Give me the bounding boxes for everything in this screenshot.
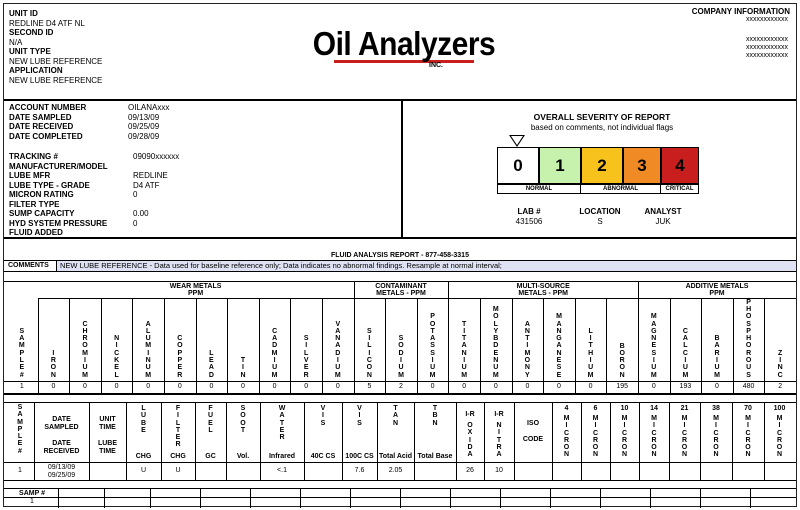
physical-value-9: 7.6: [354, 467, 365, 474]
severity-level-3: 3: [623, 147, 661, 184]
physical-column-header-14: ISO CODE: [522, 420, 544, 443]
metal-value-magnesium: 0: [651, 383, 656, 390]
physical-column-header-18-vert: M I C R O N: [651, 415, 657, 459]
company-line: xxxxxxxxxxxx: [746, 16, 788, 23]
divider: [4, 393, 796, 395]
account-number-label: ACCOUNT NUMBER: [9, 103, 87, 112]
divider: [638, 281, 639, 298]
physical-column-header-6-sub: Vol.: [236, 453, 250, 460]
divider: [500, 488, 501, 508]
metal-column-header-lithium: L I T H I U M: [587, 327, 594, 379]
metal-column-header-chromium: C H R O M I U M: [82, 320, 88, 379]
divider: [638, 298, 796, 299]
company-line: xxxxxxxxxxxx: [746, 52, 788, 59]
lube-mfr-value: REDLINE: [133, 171, 168, 180]
metal-column-header-magnesium: M A G N E S I U M: [650, 313, 657, 379]
metal-column-header-copper: C O P P E R: [177, 335, 183, 379]
fluid-added-label: FLUID ADDED: [9, 228, 63, 237]
metal-column-header-silver: S I L V E R: [303, 335, 309, 379]
manufacturer-label: MANUFACTURER/MODEL: [9, 161, 108, 171]
metal-value-tin: 0: [241, 383, 245, 390]
micron-rating-label: MICRON RATING: [9, 190, 74, 199]
divider: [4, 462, 796, 463]
severity-level-1: 1: [539, 147, 581, 184]
metal-value-vanadium: 0: [335, 383, 340, 390]
divider: [200, 488, 201, 508]
metal-value-manganese: 0: [557, 383, 561, 390]
metal-column-header-phosphorous: P H O S P H O R O U S: [745, 298, 752, 379]
second-id-value: N/A: [9, 37, 23, 47]
application-label: APPLICATION: [9, 66, 63, 75]
physical-column-header-10: T A N: [392, 405, 399, 427]
metal-group-unit: PPM: [709, 290, 725, 297]
physical-column-header-5-sub: GC: [205, 453, 216, 460]
analyst-label: ANALYST: [644, 207, 682, 216]
severity-pointer-fill: [511, 136, 523, 145]
physical-column-header-12: I-R: [465, 411, 475, 418]
footer-sample-value: 1: [30, 498, 34, 505]
physical-column-header-7-sub: Infrared: [268, 453, 296, 460]
metal-value-aluminum: 0: [146, 383, 151, 390]
metal-value-boron: 195: [616, 383, 629, 390]
unit-id-label: UNIT ID: [9, 9, 38, 18]
metal-value-silicon: 5: [367, 383, 372, 390]
metal-value-chromium: 0: [83, 383, 87, 390]
physical-column-header-9-sub: 100C CS: [345, 453, 374, 460]
second-id-label: SECOND ID: [9, 28, 54, 37]
account-number-value: OILANAxxx: [128, 103, 170, 112]
physical-column-header-15-vert: M I C R O N: [563, 415, 570, 459]
date-completed-label: DATE COMPLETED: [9, 131, 83, 141]
physical-column-header-16-vert: M I C R O N: [592, 415, 599, 459]
report-title: FLUID ANALYSIS REPORT - 877-458-3315: [331, 252, 469, 259]
metal-group-unit: METALS - PPM: [518, 290, 569, 297]
divider: [354, 281, 355, 298]
physical-column-header-20: 38: [712, 405, 720, 412]
physical-column-header-19: 21: [680, 405, 689, 412]
physical-value-10: 2.05: [388, 467, 403, 474]
location-value: S: [597, 216, 603, 226]
physical-column-header-2: UNIT TIME LUBE TIME: [97, 416, 118, 455]
physical-column-header-20-vert: M I C R O N: [713, 415, 719, 459]
physical-value-7: <.1: [277, 467, 287, 474]
lab-value: 431506: [515, 216, 543, 226]
company-info-label: COMPANY INFORMATION: [691, 7, 790, 16]
divider: [300, 488, 301, 508]
metal-value-copper: 0: [177, 383, 182, 390]
divider: [700, 488, 701, 508]
divider: [600, 488, 601, 508]
divider: [354, 298, 449, 299]
unit-type-label: UNIT TYPE: [9, 47, 51, 56]
divider: [650, 488, 651, 508]
physical-column-header-17: 10: [620, 405, 629, 412]
physical-column-header-8: V I S: [320, 405, 326, 427]
divider: [250, 488, 251, 508]
divider: [750, 488, 751, 508]
location-label: LOCATION: [579, 207, 621, 216]
metal-column-header-calcium: C A L C I U M: [682, 327, 689, 379]
metal-value-sample: 1: [19, 383, 24, 390]
physical-column-header-21: 70: [744, 405, 752, 412]
severity-level-4: 4: [661, 147, 699, 184]
divider: [4, 237, 796, 239]
application-value: NEW LUBE REFERENCE: [9, 75, 103, 85]
metal-value-molybdenum: 0: [493, 383, 498, 390]
sump-capacity-value: 0.00: [133, 209, 149, 218]
account-info: [9, 103, 399, 141]
physical-column-header-10-sub: Total Acid: [378, 453, 413, 460]
lab-analyst: [638, 207, 688, 226]
metal-value-zinc: 2: [778, 383, 783, 390]
company-line: xxxxxxxxxxxx: [746, 44, 788, 51]
physical-column-header-0: S A M P L E #: [17, 404, 23, 455]
metal-value-iron: 0: [51, 383, 56, 390]
severity-header: [502, 113, 702, 132]
micron-rating-value: 0: [133, 190, 138, 199]
metal-group-unit: METALS - PPM: [376, 290, 426, 297]
company-info: [640, 8, 790, 60]
physical-value-1: 09/13/09 09/25/09: [47, 464, 76, 479]
physical-column-header-11: T B N: [432, 405, 438, 427]
unit-info: [9, 9, 169, 85]
divider: [550, 488, 551, 508]
metal-value-titanium: 0: [462, 383, 467, 390]
lab-number: [509, 207, 549, 226]
divider: [450, 488, 451, 508]
footer-sample-label: SAMP #: [19, 490, 45, 497]
metal-value-phosphorous: 480: [742, 383, 755, 390]
physical-column-header-6: S O O T: [240, 405, 246, 434]
hyd-pressure-label: HYD SYSTEM PRESSURE: [9, 218, 108, 228]
physical-column-header-7: W A T E R: [278, 405, 286, 442]
divider: [400, 488, 401, 508]
metal-column-header-barium: B A R I U M: [714, 335, 720, 379]
divider: [4, 281, 796, 282]
physical-column-header-3: L U B E: [140, 405, 147, 434]
physical-column-header-1: DATE SAMPLED DATE RECEIVED: [43, 416, 80, 455]
physical-column-header-3-sub: CHG: [135, 453, 152, 460]
divider: [4, 381, 796, 382]
metal-group-name: ADDITIVE METALS: [685, 283, 749, 290]
metal-column-header-vanadium: V A N A D I U M: [334, 320, 341, 379]
divider: [4, 402, 796, 403]
date-sampled-label: DATE SAMPLED: [9, 112, 72, 122]
metal-value-cadmium: 0: [272, 383, 277, 390]
physical-value-3: U: [140, 467, 147, 474]
divider: [104, 488, 105, 508]
divider: [4, 480, 796, 481]
tracking-value: 09090xxxxxx: [133, 152, 180, 161]
metal-column-header-nickel: N I C K E L: [114, 335, 120, 379]
physical-column-header-5: F U E L: [207, 405, 214, 434]
physical-column-header-15: 4: [564, 405, 569, 412]
metal-value-barium: 0: [715, 383, 719, 390]
divider: [4, 271, 796, 272]
lab-label: LAB #: [517, 207, 541, 216]
physical-column-header-13-vert: N I T R A: [496, 422, 502, 459]
metal-value-calcium: 193: [679, 383, 692, 390]
physical-value-13: 10: [495, 467, 503, 474]
severity-level-2: 2: [581, 147, 623, 184]
report-page: [3, 3, 797, 507]
unit-id-value: REDLINE D4 ATF NL: [9, 18, 85, 28]
lube-type-value: D4 ATF: [133, 180, 160, 190]
metal-group-name: WEAR METALS: [169, 283, 222, 290]
date-completed-value: 09/28/09: [128, 131, 160, 141]
band-critical: CRITICAL: [665, 186, 694, 192]
metal-column-header-manganese: M A N G A N E S E: [556, 313, 562, 379]
physical-value-12: 26: [466, 467, 474, 474]
physical-column-header-19-vert: M I C R O N: [681, 415, 688, 459]
metal-column-header-potassium: P O T A S S I U M: [429, 313, 436, 379]
band-normal: NORMAL: [498, 185, 581, 193]
metal-column-header-silicon: S I L I C O N: [366, 327, 373, 379]
physical-column-header-4-sub: CHG: [170, 453, 186, 460]
tracking-label: TRACKING #: [9, 152, 58, 161]
lab-location: [570, 207, 630, 226]
severity-subtitle: based on comments, not individual flags: [530, 122, 674, 132]
physical-value-0: 1: [18, 467, 22, 474]
metal-group-name: MULTI-SOURCE: [516, 283, 570, 290]
physical-column-header-11-sub: Total Base: [417, 453, 453, 460]
physical-column-header-17-vert: M I C R O N: [621, 415, 628, 459]
lube-type-label: LUBE TYPE - GRADE: [9, 180, 90, 190]
hyd-pressure-value: 0: [133, 218, 138, 228]
metal-value-silver: 0: [304, 383, 309, 390]
metal-value-nickel: 0: [114, 383, 119, 390]
physical-column-header-21-vert: M I C R O N: [745, 415, 751, 459]
severity-bands: [497, 184, 699, 194]
physical-column-header-4: F I L T E R: [175, 405, 181, 449]
physical-value-4: U: [175, 467, 181, 474]
physical-column-header-16: 6: [593, 405, 598, 412]
divider: [4, 99, 796, 101]
metal-column-header-tin: T I N: [240, 357, 246, 379]
logo-sub: INC.: [429, 62, 443, 69]
divider: [150, 488, 151, 508]
metal-column-header-zinc: Z I N C: [777, 349, 783, 379]
divider: [350, 488, 351, 508]
comments-text: NEW LUBE REFERENCE - Data used for baseline reference only; Data indicates no abnormal findings. Resample at normal interval;: [57, 261, 796, 271]
filter-type-label: FILTER TYPE: [9, 199, 60, 209]
band-abnormal: ABNORMAL: [581, 185, 661, 193]
metal-column-header-lead: L E A D: [208, 349, 214, 379]
divider: [58, 488, 59, 508]
metal-value-potassium: 0: [430, 383, 435, 390]
physical-column-header-22: 100: [773, 405, 786, 412]
metal-column-header-sodium: S O D I U M: [398, 335, 404, 379]
comments-label: COMMENTS: [8, 262, 49, 269]
metal-column-header-sample: S A M P L E #: [18, 327, 25, 379]
unit-type-value: NEW LUBE REFERENCE: [9, 56, 103, 66]
analyst-value: JUK: [655, 216, 671, 226]
physical-column-header-12-vert: O X I D A: [467, 422, 473, 459]
date-received-label: DATE RECEIVED: [9, 122, 74, 131]
metal-column-header-antimony: A N T I M O N Y: [524, 320, 531, 379]
logo-text: Oil Analyzers: [312, 26, 496, 63]
severity-title: OVERALL SEVERITY OF REPORT: [533, 112, 671, 122]
divider: [448, 281, 449, 298]
lube-details: [9, 152, 399, 238]
sump-capacity-label: SUMP CAPACITY: [9, 209, 75, 218]
divider: [401, 101, 403, 237]
lube-mfr-label: LUBE MFR: [9, 171, 51, 180]
date-sampled-value: 09/13/09: [128, 112, 160, 122]
metal-value-antimony: 0: [525, 383, 530, 390]
metal-value-lead: 0: [209, 383, 214, 390]
physical-column-header-9: V I S: [357, 405, 362, 427]
date-received-value: 09/25/09: [128, 122, 160, 131]
company-logo: [304, 26, 504, 70]
divider: [4, 497, 796, 498]
metal-group-unit: PPM: [188, 290, 204, 297]
metal-column-header-titanium: T I T A N I U M: [461, 320, 468, 379]
metal-column-header-aluminum: A L U M I N U M: [145, 320, 152, 379]
physical-column-header-22-vert: M I C R O N: [776, 415, 783, 459]
company-line: xxxxxxxxxxxx: [746, 36, 788, 43]
metal-column-header-iron: I R O N: [50, 349, 57, 379]
physical-column-header-13: I-R: [494, 411, 504, 418]
physical-column-header-8-sub: 40C CS: [310, 453, 336, 460]
metal-value-lithium: 0: [588, 383, 593, 390]
metal-column-header-molybdenum: M O L Y B D E N U M: [492, 306, 499, 379]
metal-value-sodium: 2: [399, 383, 403, 390]
severity-level-0: 0: [497, 147, 539, 184]
metal-group-name: CONTAMINANT: [375, 283, 427, 290]
physical-column-header-18: 14: [650, 405, 658, 412]
metal-column-header-boron: B O R O N: [619, 342, 625, 379]
metal-column-header-cadmium: C A D M I U M: [271, 327, 278, 379]
